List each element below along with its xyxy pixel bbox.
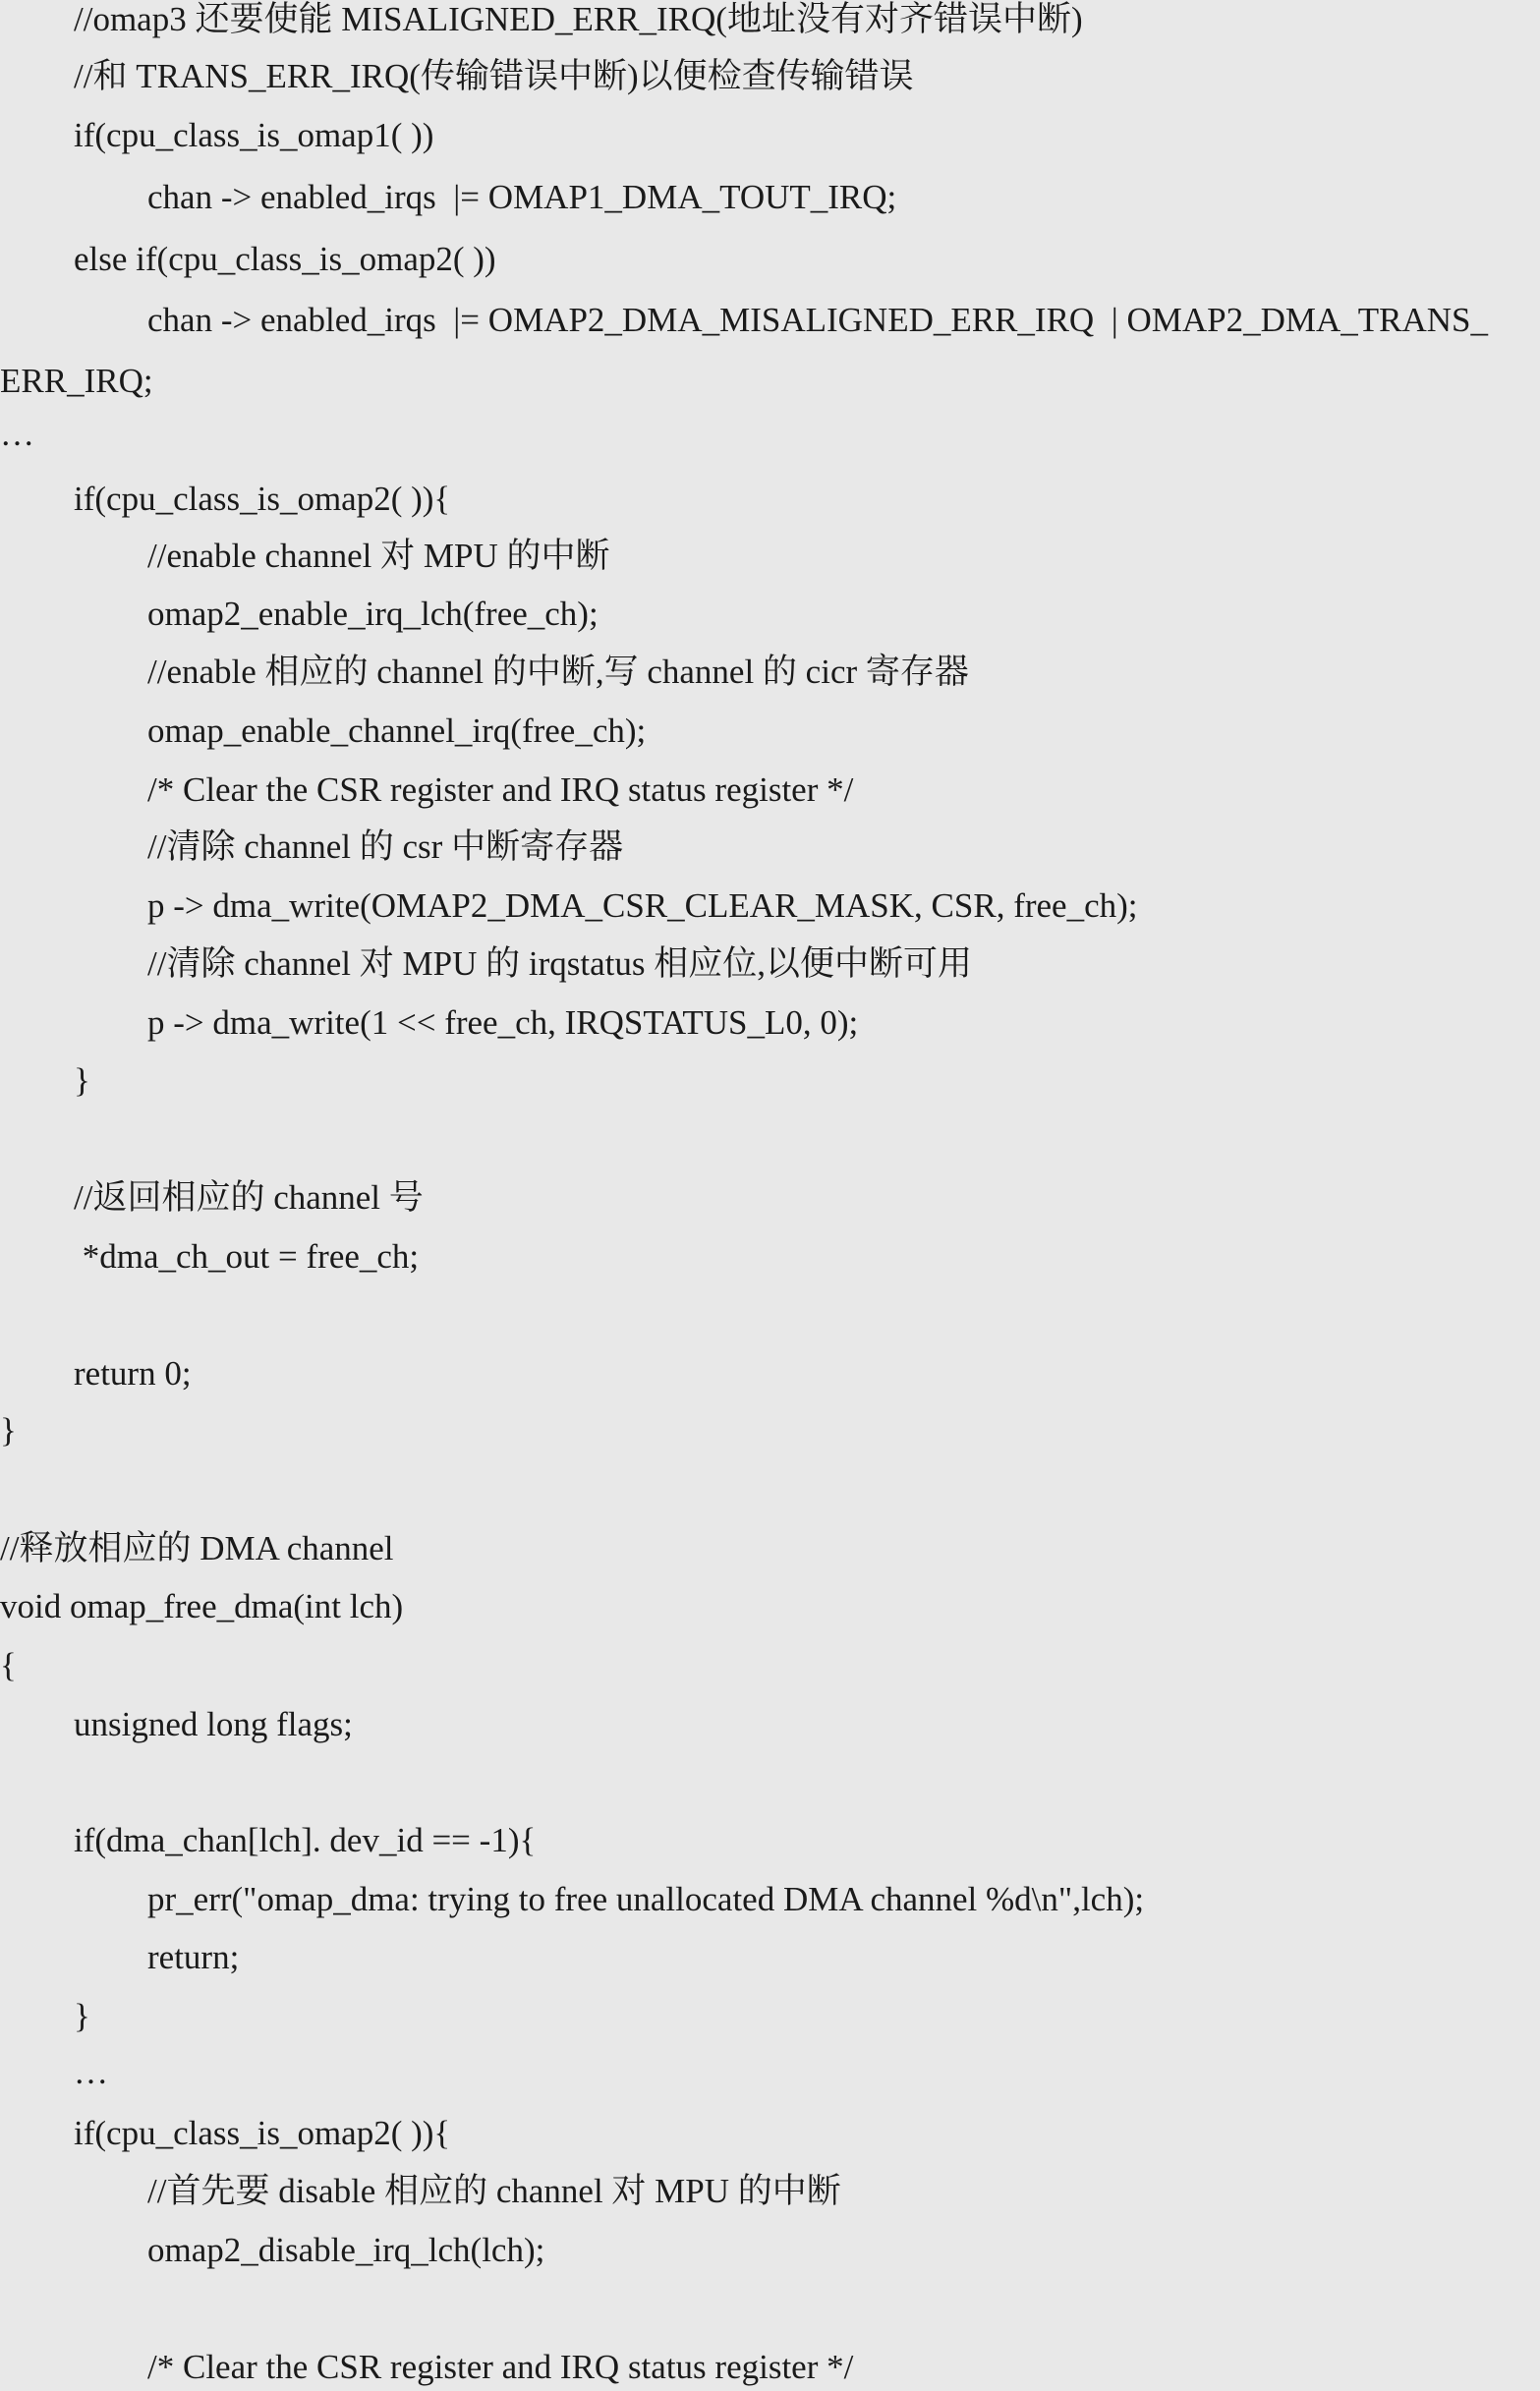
code-line-28: void omap_free_dma(int lch)	[0, 1587, 404, 1625]
code-line-5: else if(cpu_class_is_omap2( ))	[74, 240, 496, 278]
code-line-30: unsigned long flags;	[74, 1705, 353, 1743]
code-line-9: if(cpu_class_is_omap2( )){	[74, 480, 451, 518]
code-line-19: }	[74, 1061, 90, 1100]
code-line-35: }	[74, 1997, 90, 2035]
code-line-4: chan -> enabled_irqs |= OMAP1_DMA_TOUT_IRQ;	[147, 178, 897, 216]
code-line-37: if(cpu_class_is_omap2( )){	[74, 2114, 451, 2152]
code-line-2: //和 TRANS_ERR_IRQ(传输错误中断)以便检查传输错误	[74, 57, 914, 95]
code-line-25: }	[0, 1411, 17, 1450]
code-line-3: if(cpu_class_is_omap1( ))	[74, 116, 434, 154]
code-line-16: p -> dma_write(OMAP2_DMA_CSR_CLEAR_MASK, CSR, free_ch);	[147, 886, 1138, 925]
code-line-18: p -> dma_write(1 << free_ch, IRQSTATUS_L0, 0);	[147, 1003, 859, 1042]
code-line-41: /* Clear the CSR register and IRQ status register */	[147, 2348, 854, 2386]
code-line-21: //返回相应的 channel 号	[74, 1178, 424, 1217]
code-line-22: *dma_ch_out = free_ch;	[74, 1237, 420, 1276]
code-line-14: /* Clear the CSR register and IRQ status register */	[147, 770, 854, 809]
code-line-13: omap_enable_channel_irq(free_ch);	[147, 712, 647, 750]
code-line-10: //enable channel 对 MPU 的中断	[147, 537, 610, 575]
code-line-33: pr_err("omap_dma: trying to free unallocated DMA channel %d\n",lch);	[147, 1880, 1145, 1918]
code-line-29: {	[0, 1646, 17, 1684]
code-line-34: return;	[147, 1938, 240, 1976]
code-line-24: return 0;	[74, 1354, 192, 1393]
code-line-39: omap2_disable_irq_lch(lch);	[147, 2231, 545, 2269]
code-line-36: …	[74, 2053, 108, 2091]
code-line-27: //释放相应的 DMA channel	[0, 1529, 394, 1567]
code-line-17: //清除 channel 对 MPU 的 irqstatus 相应位,以便中断可用	[147, 944, 972, 983]
code-line-1: //omap3 还要使能 MISALIGNED_ERR_IRQ(地址没有对齐错误中断)	[74, 0, 1083, 38]
code-line-8: …	[0, 415, 34, 453]
code-line-7: ERR_IRQ;	[0, 362, 153, 400]
code-line-15: //清除 channel 的 csr 中断寄存器	[147, 827, 624, 866]
code-line-32: if(dma_chan[lch]. dev_id == -1){	[74, 1821, 537, 1859]
code-line-12: //enable 相应的 channel 的中断,写 channel 的 cicr 寄存器	[147, 653, 969, 691]
code-line-6: chan -> enabled_irqs |= OMAP2_DMA_MISALIGNED_ERR_IRQ | OMAP2_DMA_TRANS_	[147, 301, 1489, 339]
code-line-38: //首先要 disable 相应的 channel 对 MPU 的中断	[147, 2172, 841, 2210]
code-line-11: omap2_enable_irq_lch(free_ch);	[147, 595, 599, 633]
